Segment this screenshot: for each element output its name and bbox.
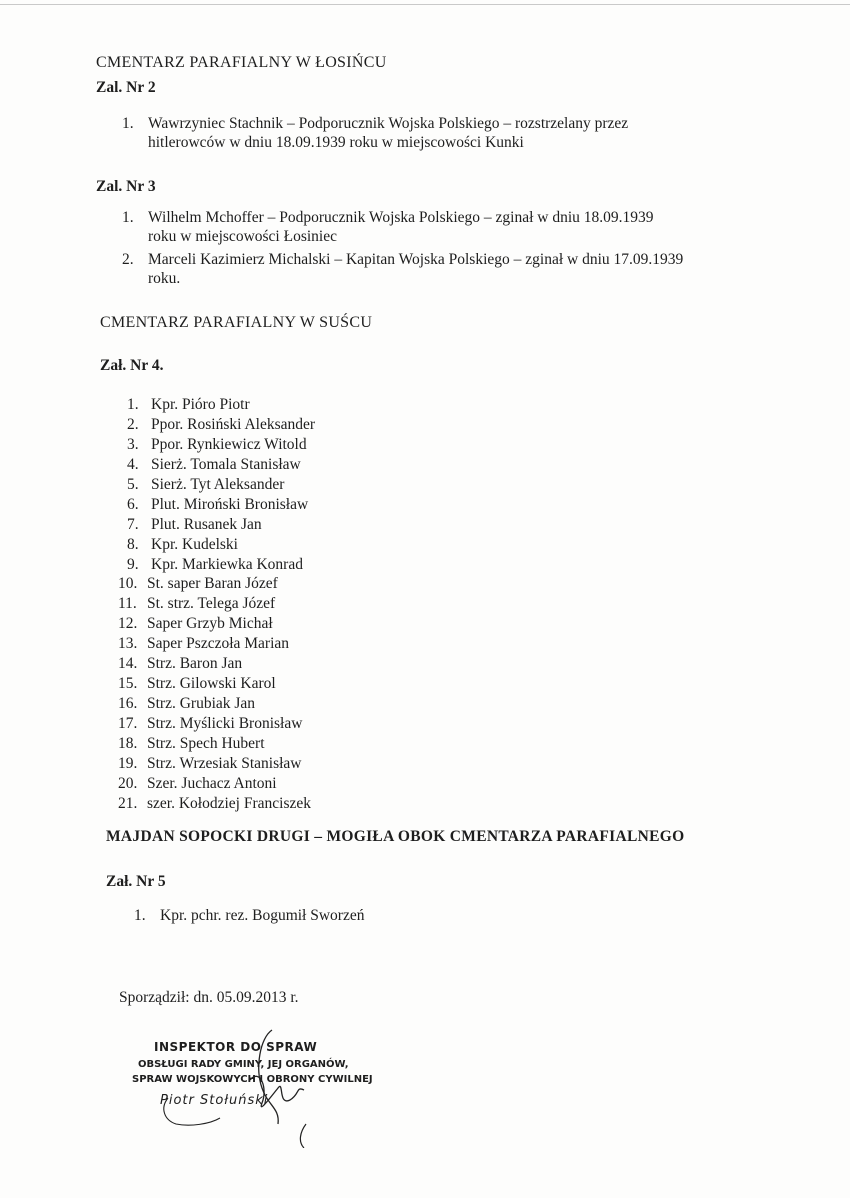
item-text: Kpr. pchr. rez. Bogumił Sworzeń bbox=[160, 907, 365, 924]
item-number: 4. bbox=[127, 456, 139, 473]
heading-majdan: MAJDAN SOPOCKI DRUGI – MOGIŁA OBOK CMENTARZA PARAFIALNEGO bbox=[106, 828, 685, 845]
item-text-continued: hitlerowców w dniu 18.09.1939 roku w miejscowości Kunki bbox=[148, 134, 524, 151]
heading-suscu: CMENTARZ PARAFIALNY W SUŚCU bbox=[100, 314, 373, 331]
item-number: 8. bbox=[127, 536, 139, 553]
item-text: Ppor. Rynkiewicz Witold bbox=[151, 436, 307, 453]
list-item bbox=[127, 476, 284, 494]
list-item bbox=[118, 735, 265, 753]
item-number: 1. bbox=[122, 115, 134, 132]
list-item bbox=[118, 755, 302, 773]
list-item bbox=[127, 436, 307, 454]
handwritten-signature bbox=[150, 1028, 350, 1148]
item-text: St. saper Baran Józef bbox=[147, 575, 278, 592]
item-number: 17. bbox=[118, 715, 138, 732]
item-number: 10. bbox=[118, 575, 138, 592]
item-number: 5. bbox=[127, 476, 139, 493]
page-top-edge bbox=[0, 4, 850, 5]
item-text: Wilhelm Mchoffer – Podporucznik Wojska Polskiego – zginał w dniu 18.09.1939 bbox=[148, 209, 654, 226]
list-item bbox=[127, 516, 262, 534]
item-text: Strz. Wrzesiak Stanisław bbox=[147, 755, 302, 772]
item-text: Wawrzyniec Stachnik – Podporucznik Wojska Polskiego – rozstrzelany przez bbox=[148, 115, 629, 132]
item-text: Ppor. Rosiński Aleksander bbox=[151, 416, 316, 433]
zal-4-label: Zał. Nr 4. bbox=[100, 357, 164, 374]
item-number: 7. bbox=[127, 516, 139, 533]
item-number: 18. bbox=[118, 735, 138, 752]
item-number: 9. bbox=[127, 556, 139, 573]
list-item bbox=[118, 675, 276, 693]
item-text: Plut. Miroński Bronisław bbox=[151, 496, 309, 513]
list-item bbox=[127, 396, 250, 414]
item-text: Sierż. Tomala Stanisław bbox=[151, 456, 301, 473]
item-text: St. strz. Telega Józef bbox=[147, 595, 276, 612]
list-item bbox=[122, 114, 742, 152]
item-text: Marceli Kazimierz Michalski – Kapitan Wojska Polskiego – zginał w dniu 17.09.1939 bbox=[148, 251, 684, 268]
zal-3-label: Zal. Nr 3 bbox=[96, 178, 156, 195]
list-item bbox=[127, 496, 308, 514]
item-number: 1. bbox=[127, 396, 139, 413]
item-number: 6. bbox=[127, 496, 139, 513]
list-item bbox=[118, 575, 278, 593]
list-item bbox=[127, 556, 303, 574]
item-number: 3. bbox=[127, 436, 139, 453]
stamp-line-2: OBSŁUGI RADY GMINY, JEJ ORGANÓW, bbox=[138, 1059, 349, 1070]
list-item bbox=[127, 536, 238, 554]
heading-losiniec: CMENTARZ PARAFIALNY W ŁOSIŃCU bbox=[96, 54, 387, 71]
item-number: 15. bbox=[118, 675, 138, 692]
item-number: 19. bbox=[118, 755, 138, 772]
item-text-continued: roku. bbox=[148, 270, 181, 287]
item-text: Saper Pszczoła Marian bbox=[147, 635, 290, 652]
list-item bbox=[122, 250, 742, 288]
stamp-line-1: INSPEKTOR DO SPRAW bbox=[154, 1040, 318, 1054]
list-item bbox=[118, 715, 302, 733]
item-number: 1. bbox=[134, 907, 146, 924]
list-item bbox=[127, 416, 315, 434]
item-number: 20. bbox=[118, 775, 138, 792]
item-number: 21. bbox=[118, 795, 138, 812]
list-item bbox=[118, 615, 273, 633]
list-item bbox=[127, 456, 301, 474]
item-number: 14. bbox=[118, 655, 138, 672]
item-text: Saper Grzyb Michał bbox=[147, 615, 273, 632]
prepared-date: Sporządził: dn. 05.09.2013 r. bbox=[119, 989, 299, 1006]
item-text: Strz. Grubiak Jan bbox=[147, 695, 256, 712]
item-text: Strz. Baron Jan bbox=[147, 655, 243, 672]
item-text: Strz. Spech Hubert bbox=[147, 735, 265, 752]
list-item bbox=[118, 795, 311, 813]
item-number: 11. bbox=[118, 595, 137, 612]
item-number: 12. bbox=[118, 615, 138, 632]
list-item bbox=[118, 595, 275, 613]
list-item bbox=[134, 907, 364, 925]
list-item bbox=[122, 208, 742, 246]
item-text: szer. Kołodziej Franciszek bbox=[147, 795, 311, 812]
item-number: 1. bbox=[122, 209, 134, 226]
stamp-line-3: SPRAW WOJSKOWYCH I OBRONY CYWILNEJ bbox=[132, 1074, 373, 1085]
item-text: Strz. Myślicki Bronisław bbox=[147, 715, 303, 732]
item-number: 13. bbox=[118, 635, 138, 652]
zal-5-label: Zał. Nr 5 bbox=[106, 873, 166, 890]
list-item bbox=[118, 775, 277, 793]
zal-2-label: Zal. Nr 2 bbox=[96, 79, 156, 96]
list-item bbox=[118, 655, 242, 673]
item-text-continued: roku w miejscowości Łosiniec bbox=[148, 228, 337, 245]
item-text: Plut. Rusanek Jan bbox=[151, 516, 262, 533]
item-number: 2. bbox=[127, 416, 139, 433]
item-text: Kpr. Markiewka Konrad bbox=[151, 556, 303, 573]
item-text: Szer. Juchacz Antoni bbox=[147, 775, 277, 792]
item-number: 16. bbox=[118, 695, 138, 712]
list-item bbox=[118, 635, 289, 653]
item-text: Sierż. Tyt Aleksander bbox=[151, 476, 285, 493]
stamp-line-4: Piotr Stołuński bbox=[160, 1093, 269, 1108]
item-text: Kpr. Pióro Piotr bbox=[151, 396, 250, 413]
list-item bbox=[118, 695, 255, 713]
item-text: Strz. Gilowski Karol bbox=[147, 675, 276, 692]
item-text: Kpr. Kudelski bbox=[151, 536, 238, 553]
item-number: 2. bbox=[122, 251, 134, 268]
